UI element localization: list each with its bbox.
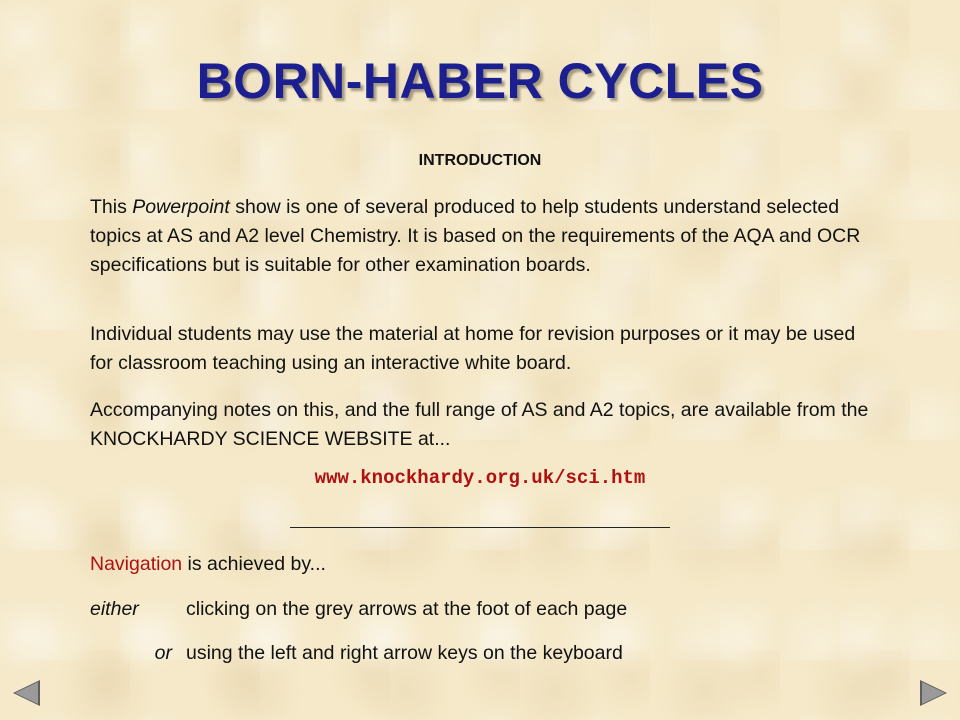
slide-title: BORN-HABER CYCLES: [196, 53, 764, 109]
triangle-right-icon: [918, 678, 950, 708]
option-or-key: or: [154, 642, 172, 664]
next-slide-button[interactable]: [918, 678, 950, 708]
website-link[interactable]: www.knockhardy.org.uk/sci.htm: [314, 467, 646, 489]
intro-text-rest: show is one of several produced to help students understand selected topics at AS and A2 level Chemistry. It is based on the requirements of the AQA and OCR specifications but is suitable for other examination boards.: [90, 196, 861, 276]
navigation-intro: [90, 553, 326, 576]
option-or-text: using the left and right arrow keys on the keyboard: [186, 642, 623, 664]
nav-option-either: [90, 598, 880, 621]
navigation-word: Navigation: [90, 553, 183, 575]
intro-paragraph: [90, 193, 880, 280]
notes-paragraph: Accompanying notes on this, and the full range of AS and A2 topics, are available from the KNOCKHARDY SCIENCE WEBSITE at...: [90, 399, 869, 450]
navigation-rest: is achieved by...: [182, 553, 326, 575]
intro-text-start: This: [90, 196, 133, 218]
divider-line: [290, 527, 670, 528]
triangle-left-icon: [10, 678, 42, 708]
section-heading: INTRODUCTION: [418, 152, 542, 169]
usage-paragraph: Individual students may use the material at home for revision purposes or it may be used for classroom teaching using an interactive white board.: [90, 323, 856, 374]
option-either-key: either: [90, 598, 139, 620]
powerpoint-emphasis: Powerpoint: [132, 196, 230, 218]
previous-slide-button[interactable]: [10, 678, 42, 708]
nav-option-or: [90, 642, 880, 665]
option-either-text: clicking on the grey arrows at the foot of each page: [186, 598, 628, 620]
